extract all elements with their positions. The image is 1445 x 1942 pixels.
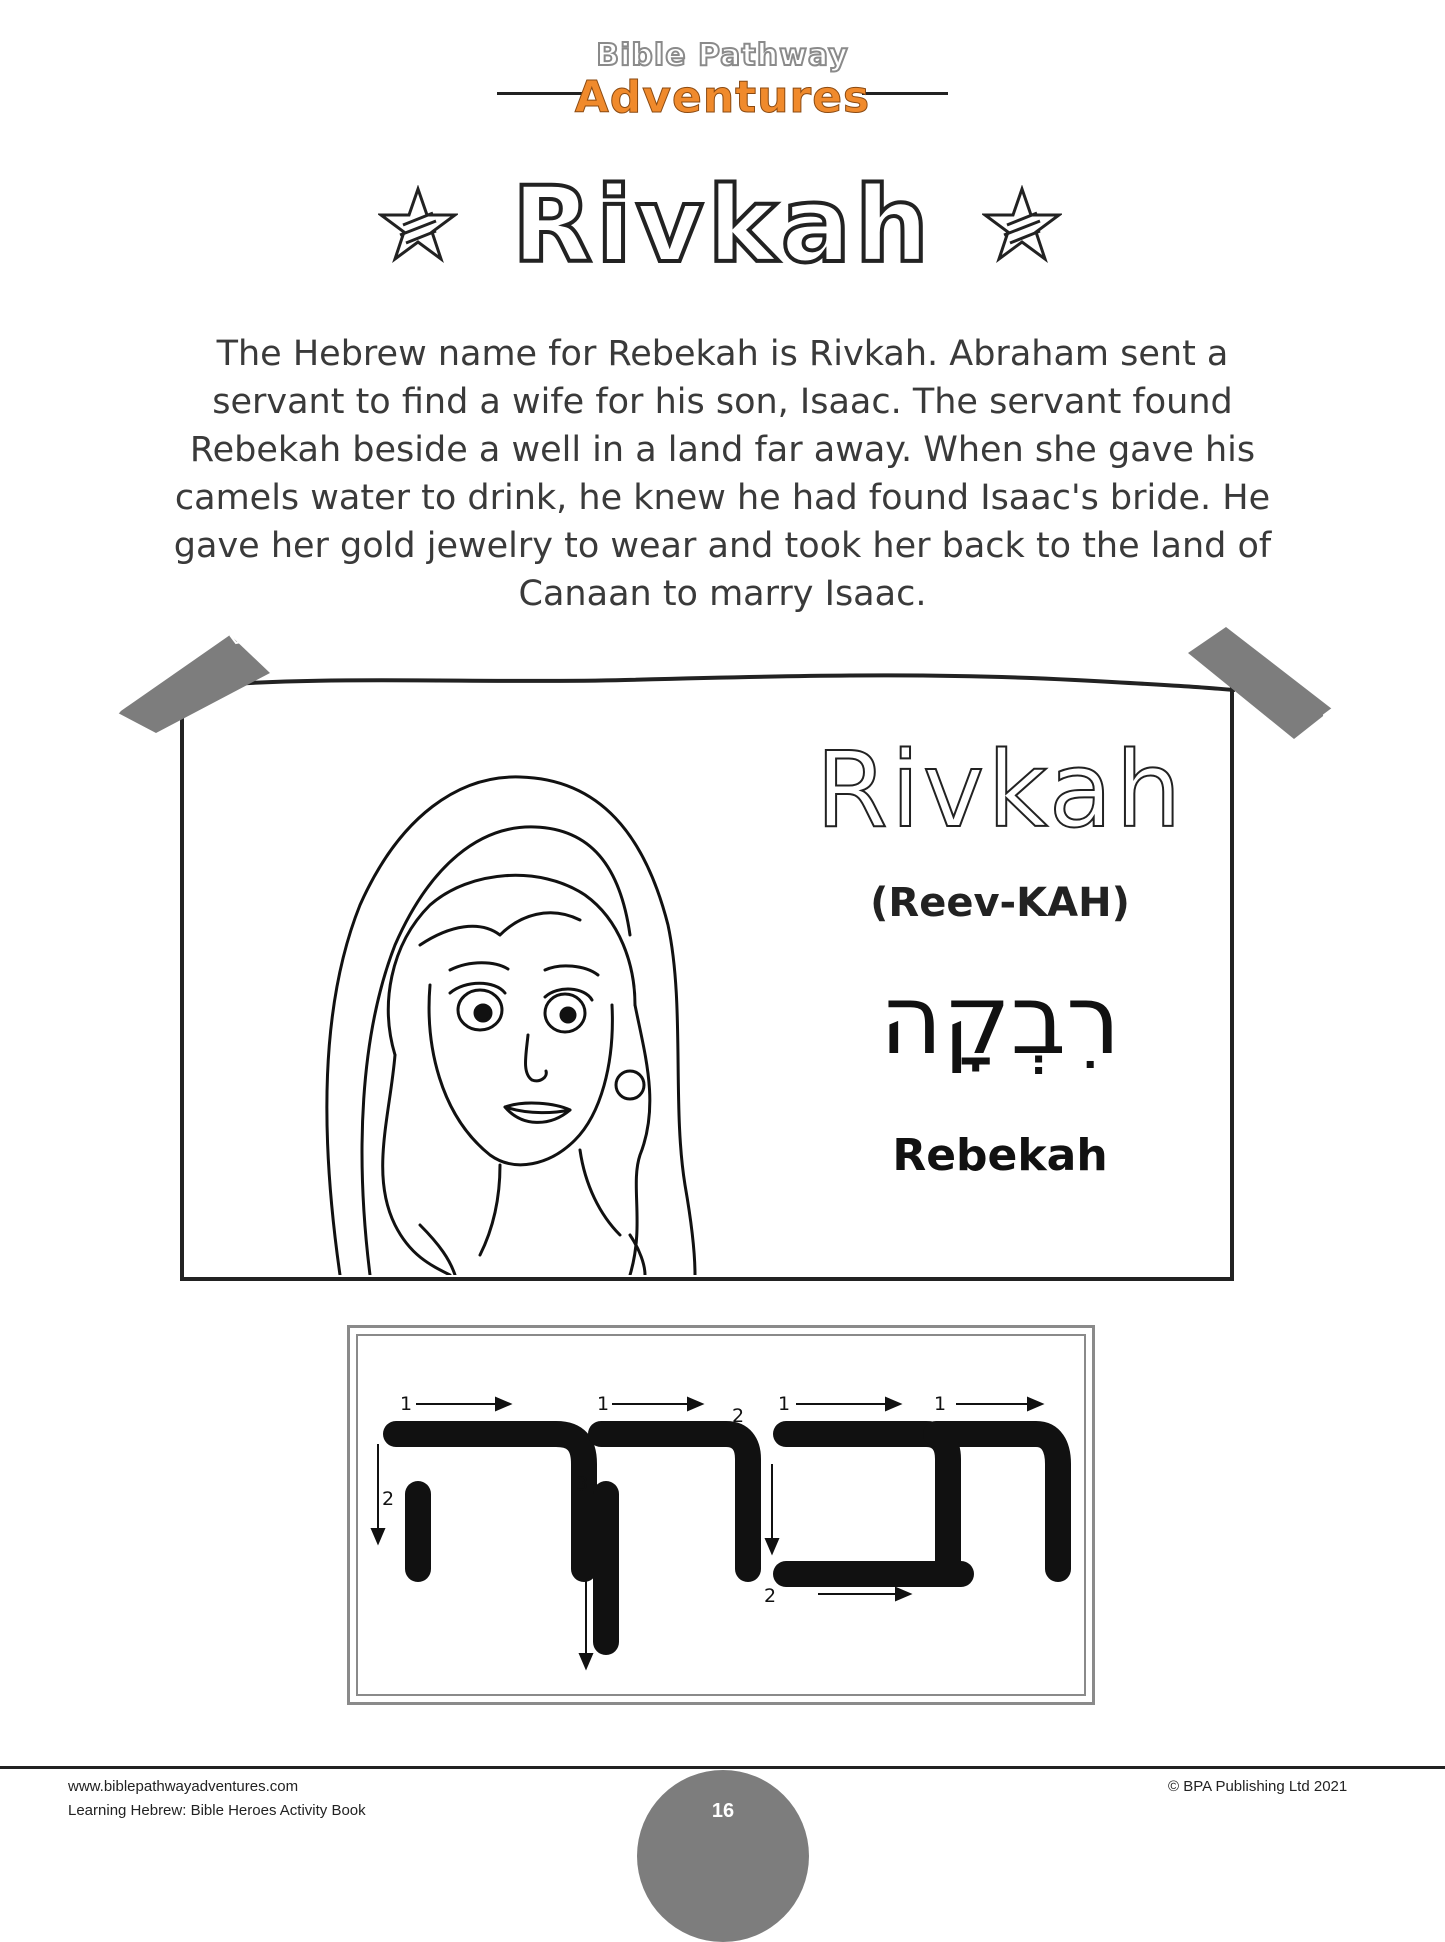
page-title: Rivkah [512,164,933,286]
stroke-number: 3 [576,1473,589,1495]
stroke-number: 1 [597,1393,610,1415]
tape-right-icon [1180,625,1340,745]
page-number: 16 [711,1800,735,1822]
hebrew-tracing-letters [356,1334,1086,1696]
rivkah-illustration [300,755,700,1275]
stroke-number: 2 [764,1585,777,1607]
footer-copyright: © BPA Publishing Ltd 2021 [1168,1778,1348,1795]
card-name: Rivkah [815,729,1185,851]
logo-line-1: Bible Pathway [596,38,849,73]
logo-line-2: Adventures [574,72,871,123]
stroke-number: 2 [382,1488,395,1510]
footer-rule [0,1766,1445,1769]
stroke-number: 1 [934,1393,947,1415]
stroke-number: 1 [400,1393,413,1415]
footer-book-title: Learning Hebrew: Bible Heroes Activity Book [68,1802,366,1819]
card-english-name: Rebekah [892,1130,1108,1181]
page-number-badge [637,1770,809,1942]
card-pronunciation: (Reev-KAH) [870,880,1130,926]
stroke-number: 1 [778,1393,791,1415]
intro-paragraph: The Hebrew name for Rebekah is Rivkah. Abraham sent a servant to find a wife for his son, Isaac. The servant found Rebekah beside a well in a land far away. When she gave his camels water to drink, he knew he had found Isaac's bride. He gave her gold jewelry to wear and took her back to the land of Canaan to marry Isaac. [173,334,1272,614]
card-top-edge [175,668,1240,698]
card-hebrew-name: רִבְקָה [879,964,1121,1076]
tape-left-icon [110,625,280,735]
footer-website-link[interactable]: www.biblepathwayadventures.com [68,1778,299,1795]
stroke-number: 2 [732,1405,745,1427]
